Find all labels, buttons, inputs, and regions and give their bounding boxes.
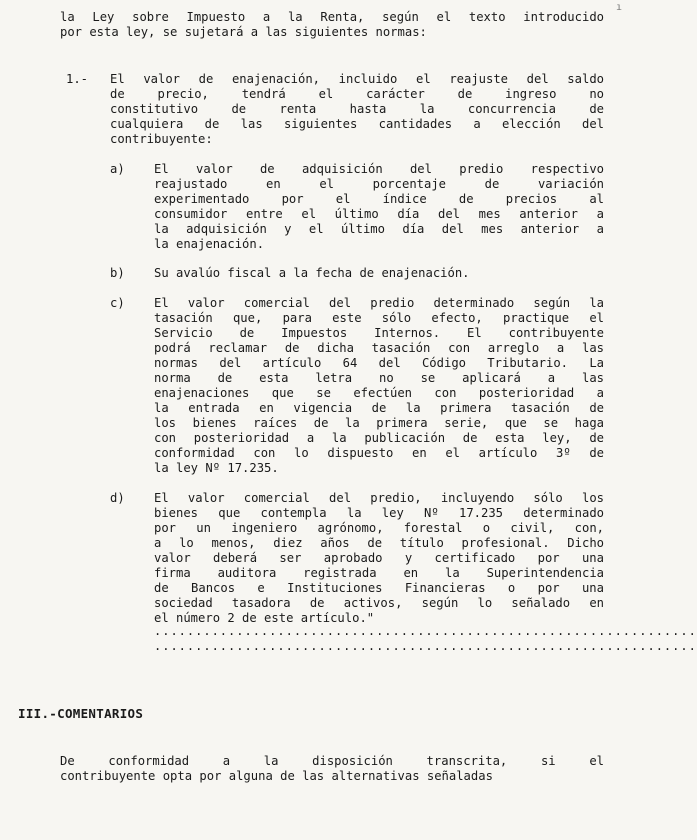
subitem-c-line-4: podrá reclamar de dicha tasación con arreglo a las — [154, 341, 604, 355]
subitem-c-line-9: los bienes raíces de la primera serie, que se haga — [154, 416, 604, 430]
subitem-c-line-12: la ley Nº 17.235. — [154, 461, 279, 475]
subitem-letter-d: d) — [110, 491, 125, 505]
intro-line-2: por esta ley, se sujetará a las siguientes normas: — [60, 25, 427, 39]
subitem-b-line-1: Su avalúo fiscal a la fecha de enajenación. — [154, 266, 470, 280]
item1-line-3: constitutivo de renta hasta la concurrencia de — [110, 102, 604, 116]
item1-line-4: cualquiera de las siguientes cantidades a elección del — [110, 117, 604, 131]
subitem-a-line-6: la enajenación. — [154, 237, 265, 251]
subitem-a-line-1: El valor de adquisición del predio respectivo — [154, 162, 604, 176]
item1-line-1: El valor de enajenación, incluido el reajuste del saldo — [110, 72, 604, 86]
subitem-a-line-4: consumidor entre el último día del mes anterior a — [154, 207, 604, 221]
intro-line-1: la Ley sobre Impuesto a la Renta, según el texto introducido — [60, 10, 604, 24]
subitem-d-line-2: bienes que contempla la ley Nº 17.235 determinado — [154, 506, 604, 520]
subitem-c-line-5: normas del artículo 64 del Código Tributario. La — [154, 356, 604, 370]
dotted-line-2: .................................................................. — [154, 639, 697, 653]
item1-line-5: contribuyente: — [110, 132, 213, 146]
subitem-c-line-7: enajenaciones que se efectúen con posterioridad a — [154, 386, 604, 400]
subitem-d-line-1: El valor comercial del predio, incluyendo sólo los — [154, 491, 604, 505]
dotted-line-1: .................................................................. — [154, 624, 697, 638]
subitem-d-line-6: firma auditora registrada en la Superintendencia — [154, 566, 604, 580]
subitem-letter-a: a) — [110, 162, 125, 176]
subitem-a-line-5: la adquisición y el último día del mes anterior a — [154, 222, 604, 236]
subitem-d-line-7: de Bancos e Instituciones Financieras o por una — [154, 581, 604, 595]
subitem-c-line-1: El valor comercial del predio determinado según la — [154, 296, 604, 310]
subitem-d-line-5: valor deberá ser aprobado y certificado por una — [154, 551, 604, 565]
subitem-c-line-3: Servicio de Impuestos Internos. El contribuyente — [154, 326, 604, 340]
subitem-c-line-8: la entrada en vigencia de la primera tasación de — [154, 401, 604, 415]
subitem-d-line-3: por un ingeniero agrónomo, forestal o civil, con, — [154, 521, 604, 535]
closing-line-2: contribuyente opta por alguna de las alternativas señaladas — [60, 769, 493, 783]
subitem-d-line-4: a lo menos, diez años de título profesional. Dicho — [154, 536, 604, 550]
closing-line-1: De conformidad a la disposición transcrita, si el — [60, 754, 604, 768]
item-number: 1.- — [66, 72, 89, 86]
subitem-d-line-9: el número 2 de este artículo." — [154, 611, 375, 625]
subitem-a-line-2: reajustado en el porcentaje de variación — [154, 177, 604, 191]
subitem-letter-c: c) — [110, 296, 125, 310]
subitem-c-line-6: norma de esta letra no se aplicará a las — [154, 371, 604, 385]
subitem-a-line-3: experimentado por el índice de precios al — [154, 192, 604, 206]
subitem-c-line-2: tasación que, para este sólo efecto, practique el — [154, 311, 604, 325]
subitem-letter-b: b) — [110, 266, 125, 280]
section-heading: III.-COMENTARIOS — [18, 706, 144, 721]
subitem-c-line-11: conformidad con lo dispuesto en el artículo 3º de — [154, 446, 604, 460]
subitem-d-line-8: sociedad tasadora de activos, según lo señalado en — [154, 596, 604, 610]
item1-line-2: de precio, tendrá el carácter de ingreso no — [110, 87, 604, 101]
subitem-c-line-10: con posterioridad a la publicación de esta ley, de — [154, 431, 604, 445]
page-corner-mark: ı — [615, 2, 622, 13]
